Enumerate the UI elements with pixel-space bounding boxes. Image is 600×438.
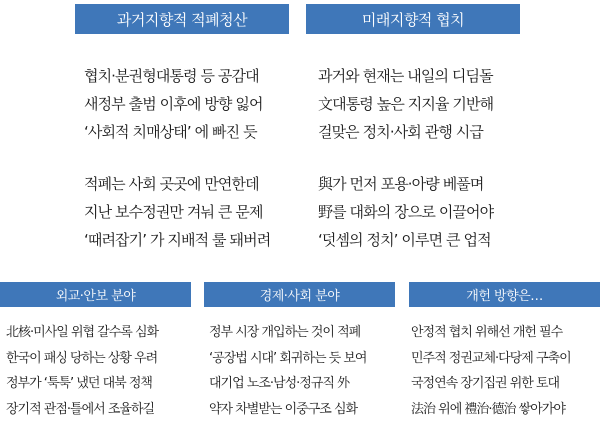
text-line: 한국이 패싱 당하는 상황 우려 [6, 350, 158, 366]
text-line: 지난 보수정권만 겨눠 큰 문제 [84, 203, 263, 221]
text-line: 걸맞은 정치·사회 관행 시급 [318, 123, 483, 141]
text-line: 약자 차별받는 이중구조 심화 [209, 401, 358, 417]
text-line: 민주적 정권교체·다당제 구축이 [411, 350, 571, 366]
text-line: ‘덧셈의 정치’ 이루면 큰 업적 [318, 231, 491, 249]
text-line: 野를 대화의 장으로 이끌어야 [318, 203, 494, 221]
text-line: 장기적 관점·틀에서 조율하길 [6, 401, 155, 417]
text-line: ‘공장법 시대’ 회귀하는 듯 보여 [209, 350, 367, 366]
past-oriented-paragraph-1 [84, 62, 263, 146]
economy-society-header: 경제·사회 분야 [204, 282, 395, 307]
text-line: 새정부 출범 이후에 방향 잃어 [84, 95, 263, 113]
future-oriented-header: 미래지향적 협치 [306, 4, 520, 34]
text-line: ‘때려잡기’ 가 지배적 룰 돼버려 [84, 231, 271, 249]
text-line: 협치·분권형대통령 등 공감대 [84, 67, 259, 85]
diplomacy-security-header: 외교·안보 분야 [0, 282, 191, 307]
text-line: 北核·미사일 위협 갈수록 심화 [6, 325, 159, 340]
constitution-direction-header: 개헌 방향은… [409, 282, 600, 307]
text-line: 與가 먼저 포용·아량 베풀며 [318, 175, 484, 193]
text-line: 적폐는 사회 곳곳에 만연한데 [84, 175, 259, 193]
text-line: 정부가 ‘툭툭’ 냈던 대북 정책 [6, 376, 152, 391]
text-line: 정부 시장 개입하는 것이 적폐 [209, 325, 361, 340]
future-oriented-paragraph-2 [318, 170, 493, 254]
text-line: 과거와 현재는 내일의 디딤돌 [318, 67, 493, 85]
diplomacy-security-text [6, 320, 158, 422]
text-line: ‘사회적 치매상태’ 에 빠진 듯 [84, 123, 257, 141]
text-line: 대기업 노조·남성·정규직 外 [209, 376, 350, 391]
economy-society-text [209, 320, 367, 422]
past-oriented-header: 과거지향적 적폐청산 [75, 4, 289, 34]
text-line: 국정연속 장기집권 위한 토대 [411, 376, 560, 391]
text-line: 안정적 협치 위해선 개헌 필수 [411, 325, 563, 340]
future-oriented-paragraph-1 [318, 62, 493, 146]
text-line: 法治 위에 禮治·德治 쌓아가야 [411, 401, 565, 417]
constitution-direction-text [411, 320, 571, 422]
past-oriented-paragraph-2 [84, 170, 270, 254]
text-line: 文대통령 높은 지지율 기반해 [318, 95, 494, 113]
